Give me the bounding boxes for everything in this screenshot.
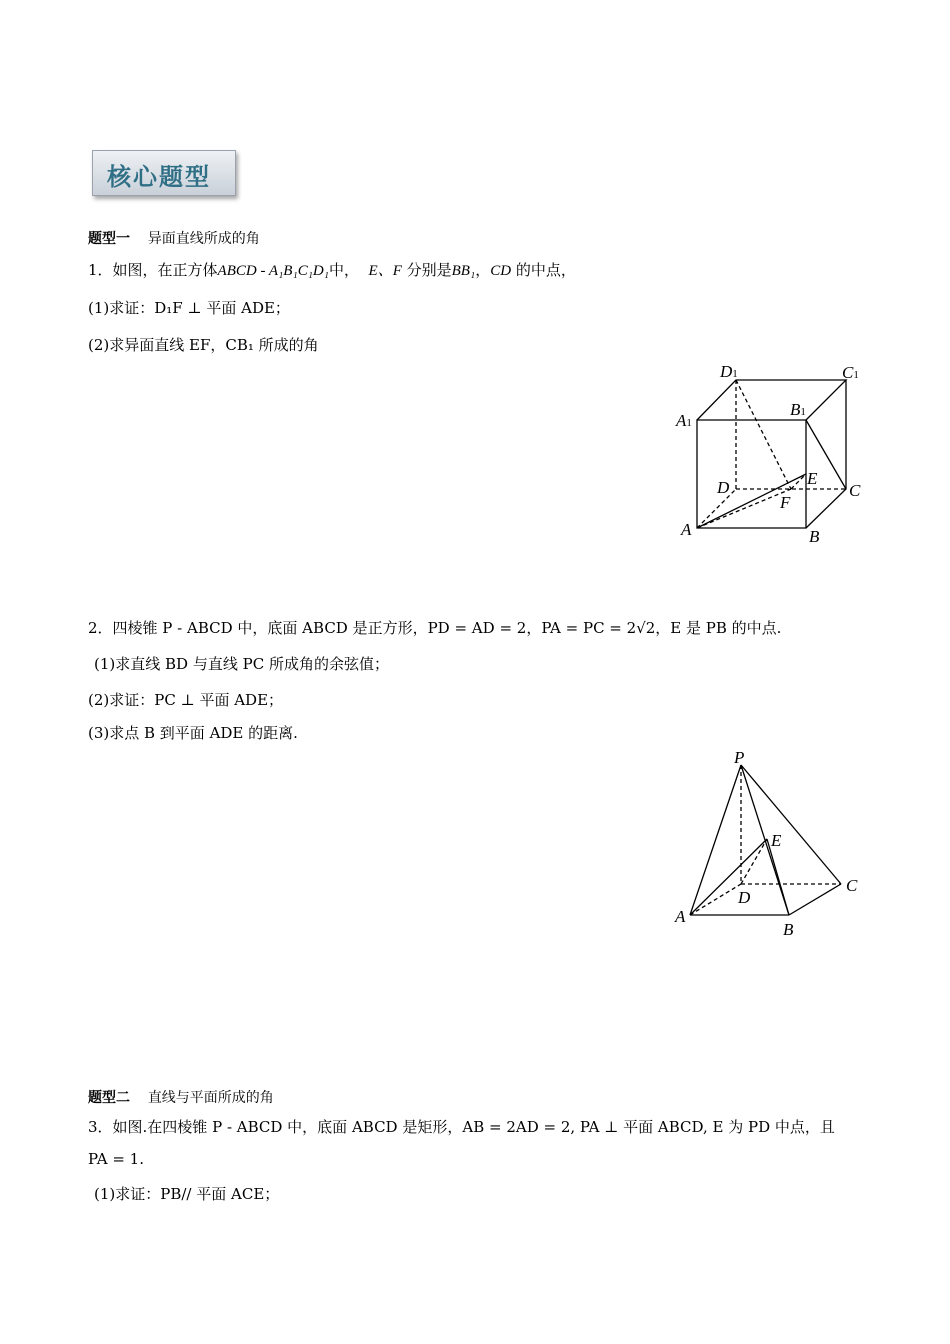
label-D: D [717,478,730,497]
label-B1: B1 [790,400,806,419]
section-label: 题型二 [88,1090,130,1106]
section-banner [92,150,236,196]
label-E: E [807,469,818,488]
question-2-stem: 2．四棱锥 P - ABCD 中，底面 ABCD 是正方形，PD = AD = 2，PA = PC = 2√2，E 是 PB 的中点. [88,619,782,637]
section-heading-2 [88,1087,274,1107]
cube-top-edges [697,380,846,420]
label-P: P [734,748,745,767]
label-B: B [809,527,820,546]
question-1-stem: 1．如图，在正方体ABCD - A₁B₁C₁D₁中， E、F 分别是BB₁，CD 的中点， [88,261,576,279]
question-1-part-1: (1)求证：D₁F ⊥ 平面 ADE； [88,299,290,317]
label-A1: A1 [676,411,692,430]
label-D: D [738,888,751,907]
section-title: 直线与平面所成的角 [147,1090,274,1106]
banner-title: 核心题型 [107,163,211,191]
pyramid-figure [670,745,870,945]
label-D1: D1 [720,362,738,381]
label-A: A [675,907,686,926]
label-B: B [783,920,794,939]
label-C1: C1 [842,363,859,382]
question-1-part-2: (2)求异面直线 EF，CB₁ 所成的角 [88,336,319,354]
section-heading-1 [88,228,260,248]
section-title: 异面直线所成的角 [147,231,260,247]
label-C: C [849,481,861,500]
question-3-stem: 3．如图.在四棱锥 P - ABCD 中，底面 ABCD 是矩形，AB = 2AD = 2, PA ⊥ 平面 ABCD, E 为 PD 中点，且 [88,1118,835,1136]
question-2-part-2: (2)求证：PC ⊥ 平面 ADE； [88,691,284,709]
question-3-part-1: (1)求证：PB// 平面 ACE； [94,1185,280,1203]
label-F: F [780,493,791,512]
question-2-part-1: (1)求直线 BD 与直线 PC 所成角的余弦值； [94,655,389,673]
cube-figure [670,358,870,548]
question-3-stem-cont: PA = 1. [88,1150,144,1168]
question-2-part-3: (3)求点 B 到平面 ADE 的距离. [88,724,298,742]
label-E: E [771,831,782,850]
label-A: A [681,520,692,539]
label-C: C [846,876,858,895]
section-label: 题型一 [88,231,130,247]
